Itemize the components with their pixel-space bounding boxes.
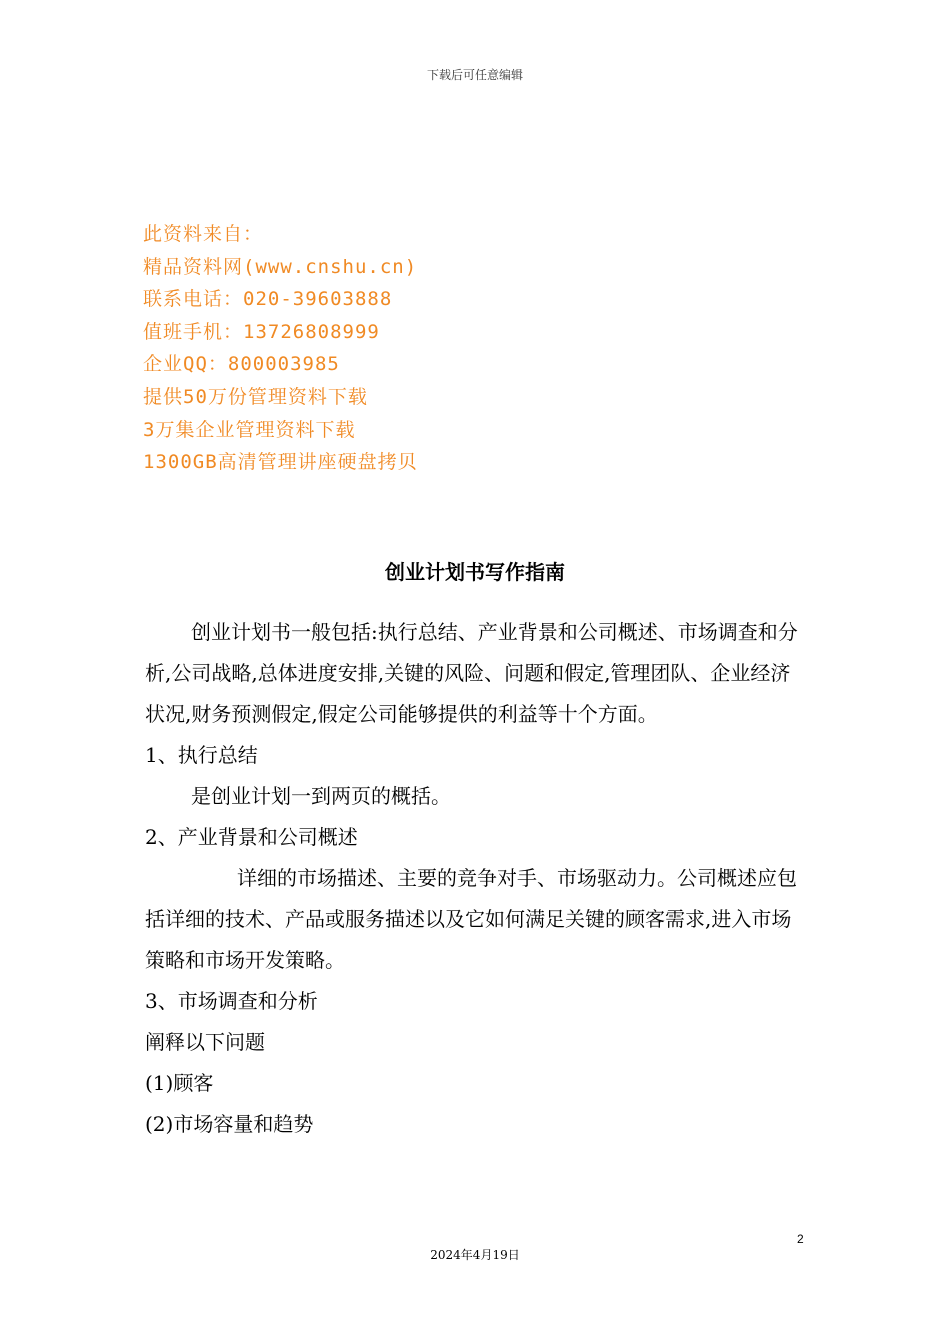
document-title: 创业计划书写作指南 [385, 560, 565, 584]
source-line-offer-1: 提供50万份管理资料下载 [143, 385, 368, 408]
source-info-block [143, 218, 418, 479]
source-line-qq: 企业QQ：800003985 [143, 353, 340, 376]
page-header: 下载后可任意编辑 [426, 68, 523, 82]
page-number: 2 [797, 1232, 804, 1246]
source-line-offer-3: 1300GB高清管理讲座硬盘拷贝 [143, 451, 418, 474]
list-item: (2)市场容量和趋势 [145, 1112, 314, 1136]
section-1-text: 是创业计划一到两页的概括。 [191, 784, 451, 808]
section-3-intro: 阐释以下问题 [145, 1030, 265, 1054]
source-line-phone: 联系电话：020-39603888 [143, 288, 393, 311]
source-line-website: 精品资料网(www.cnshu.cn) [143, 255, 418, 278]
section-heading-2: 2、产业背景和公司概述 [145, 825, 358, 849]
page-footer-date: 2024年4月19日 [430, 1248, 520, 1262]
document-body [145, 612, 810, 1145]
section-2-text: 详细的市场描述、主要的竞争对手、市场驱动力。公司概述应包括详细的技术、产品或服务描述以及它如何满足关键的顾客需求,进入市场策略和市场开发策略。 [145, 866, 797, 972]
list-item: (1)顾客 [145, 1071, 214, 1095]
section-heading-3: 3、市场调查和分析 [145, 989, 318, 1013]
intro-paragraph: 创业计划书一般包括:执行总结、产业背景和公司概述、市场调查和分析,公司战略,总体进度安排,关键的风险、问题和假定,管理团队、企业经济状况,财务预测假定,假定公司能够提供的利益等十个方面。 [145, 620, 798, 726]
section-heading-1: 1、执行总结 [145, 743, 258, 767]
source-line-mobile: 值班手机：13726808999 [143, 320, 380, 343]
source-line-offer-2: 3万集企业管理资料下载 [143, 418, 356, 441]
source-line: 此资料来自： [143, 223, 264, 245]
